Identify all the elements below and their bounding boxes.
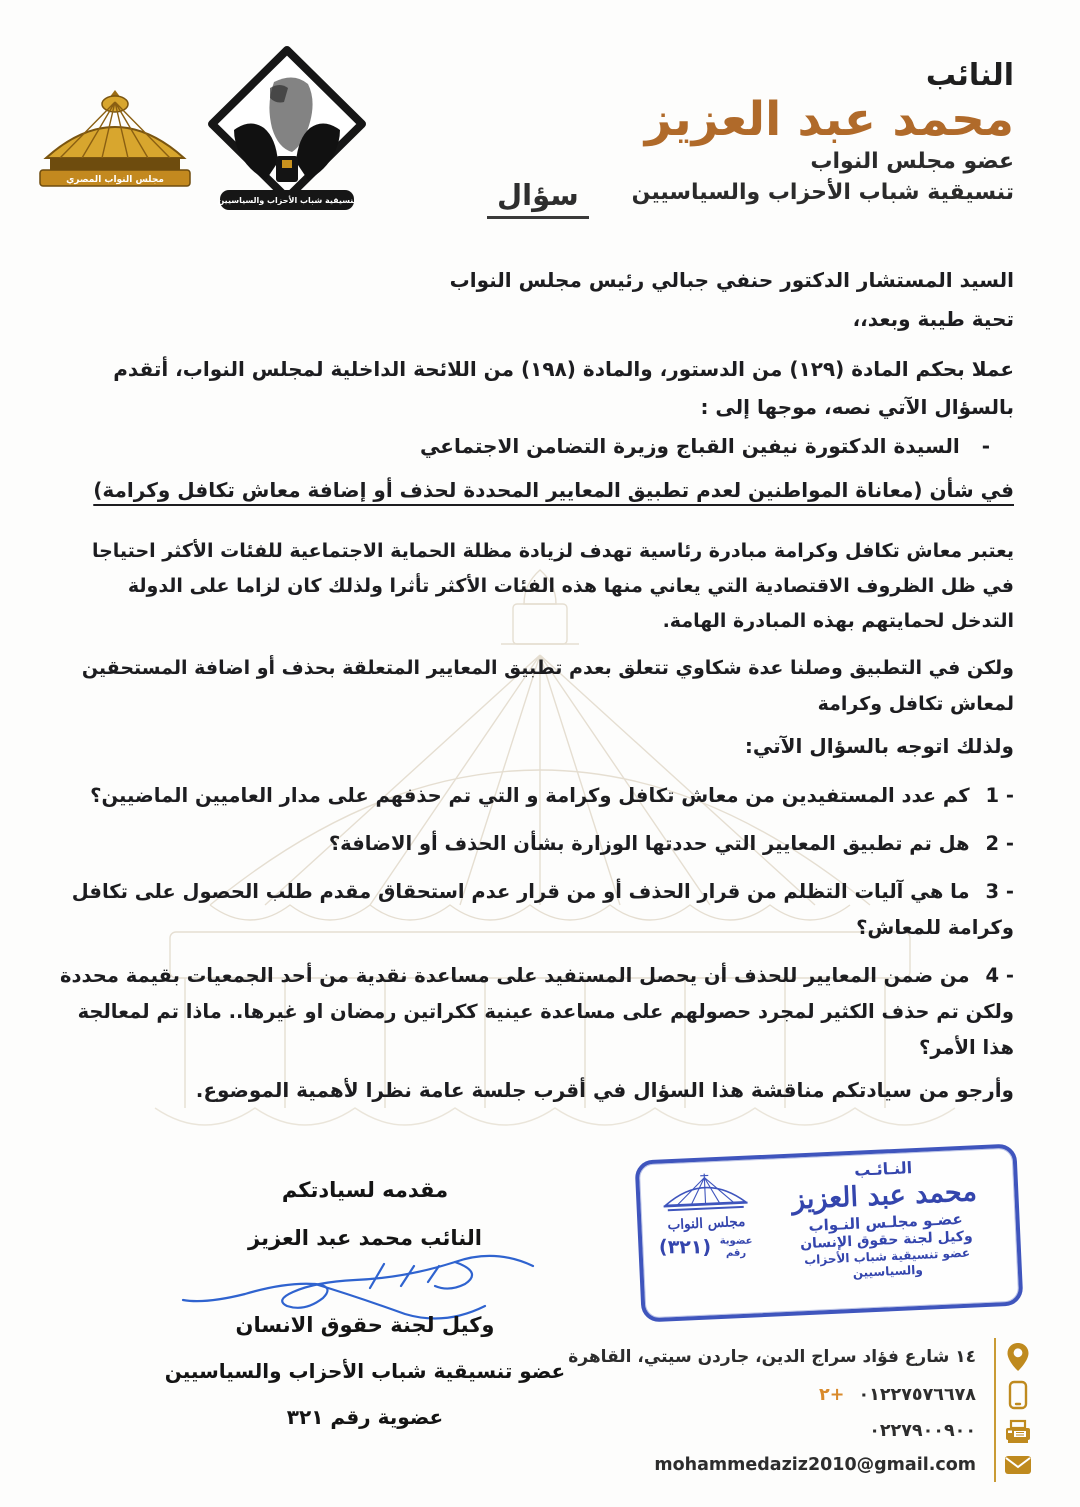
stamp-role3: عضو تنسيقية شباب الأحزاب والسياسيين <box>803 1245 971 1280</box>
coordination-logo-label: تنسيقية شباب الأحزاب والسياسيين <box>217 196 357 205</box>
mobile-icon-cell <box>994 1376 1040 1414</box>
question-2-number: 2 - <box>985 831 1014 855</box>
stamp-role1: عضـو مجلـس النـواب <box>808 1209 963 1235</box>
stamp-membership <box>648 1235 766 1259</box>
mp-role: عضو مجلس النواب <box>810 149 1014 175</box>
mp-organization: تنسيقية شباب الأحزاب والسياسيين <box>631 179 1014 205</box>
letterhead <box>632 58 1014 209</box>
contact-landline: ٠٢٢٧٩٠٠٩٠٠ <box>869 1421 976 1441</box>
mobile-phone-icon <box>1008 1380 1028 1410</box>
parliament-logo <box>36 88 194 192</box>
location-icon-cell <box>994 1338 1040 1376</box>
location-pin-icon <box>1006 1342 1030 1372</box>
stamp-title: النـائـب <box>853 1158 913 1180</box>
question-3-number: 3 - <box>985 879 1014 903</box>
question-1-text: كم عدد المستفيدين من معاش تكافل وكرامة و التي تم حذفهم على مدار العاميين الماضيين؟ <box>90 783 970 807</box>
mp-title: النائب <box>925 58 1014 93</box>
stamp-text-block <box>763 1154 1009 1307</box>
question-4 <box>60 958 1014 1066</box>
fax-icon-cell <box>994 1414 1040 1448</box>
bullet-dash: - <box>981 434 990 458</box>
signer-name-line: النائب محمد عبد العزيز <box>248 1226 482 1250</box>
question-3-text: ما هي آليات التظلم من قرار الحذف أو من قرار عدم استحقاق مقدم طلب الحصول على تكافل وكرامة للمعاش؟ <box>71 879 1014 939</box>
stamp-name: محمد عبد العزيز <box>791 1176 978 1216</box>
stamp-side-block <box>645 1165 769 1312</box>
stamp-membership-label: عضوية رقم <box>719 1235 753 1259</box>
contact-address: ١٤ شارع فؤاد سراج الدين، جاردن سيتي، القاهرة <box>568 1347 976 1367</box>
stamp-council-label: مجلس النواب <box>667 1213 746 1234</box>
mp-name: محمد عبد العزيز <box>644 92 1014 147</box>
complaints-paragraph: ولكن في التطبيق وصلنا عدة شكاوي تتعلق بعدم تطبيق المعايير المتعلقة بحذف أو اضافة المستحقين لمعاش تكافل وكرامة <box>81 657 1014 715</box>
membership-line: عضوية رقم ٣٢١ <box>286 1405 444 1429</box>
addressee-line <box>60 434 1014 458</box>
envelope-icon <box>1004 1455 1032 1475</box>
recipient-line: السيد المستشار الدكتور حنفي جبالي رئيس مجلس النواب <box>449 268 1014 292</box>
contact-email: mohammedaziz2010@gmail.com <box>654 1455 976 1475</box>
stamp-membership-number: (٣٢١) <box>658 1235 712 1259</box>
signer-role2-line: عضو تنسيقية شباب الأحزاب والسياسيين <box>164 1359 566 1383</box>
question-2 <box>60 826 1014 862</box>
question-1 <box>60 778 1014 814</box>
question-3 <box>60 874 1014 946</box>
question-1-number: 1 - <box>985 783 1014 807</box>
document-title: سؤال <box>487 178 589 219</box>
subject-line: في شأن (معاناة المواطنين لعدم تطبيق المعايير المحددة لحذف أو إضافة معاش تكافل وكرامة) <box>93 478 1014 502</box>
legal-basis-line: عملا بحكم المادة (١٢٩) من الدستور، والمادة (١٩٨) من اللائحة الداخلية لمجلس النواب، أتقدم بالسؤال الآتي نصه، موجها إلى : <box>113 357 1014 419</box>
signature-block <box>135 1178 595 1429</box>
addressee-text: السيدة الدكتورة نيفين القباج وزيرة التضامن الاجتماعي <box>420 434 960 458</box>
parliament-logo-label: مجلس النواب المصري <box>66 175 164 185</box>
presented-to-line: مقدمه لسيادتكم <box>281 1178 449 1202</box>
email-icon-cell <box>994 1448 1040 1482</box>
stamp-role2: وكيل لجنة حقوق الإنسان <box>799 1227 973 1252</box>
coordination-logo <box>204 44 370 212</box>
fax-machine-icon <box>1004 1418 1032 1444</box>
stamp-dome-icon <box>656 1169 754 1215</box>
mp-ink-stamp <box>635 1143 1024 1322</box>
mobile-number: ٠١٢٢٧٥٧٦٦٧٨ <box>858 1385 976 1405</box>
contact-mobile <box>560 1378 984 1412</box>
questions-lead-in: ولذلك اتوجه بالسؤال الآتي: <box>744 733 1014 758</box>
letter-body <box>60 268 1014 1102</box>
closing-line: وأرجو من سيادتكم مناقشة هذا السؤال في أقرب جلسة عامة نظرا لأهمية الموضوع. <box>195 1078 1014 1103</box>
question-4-number: 4 - <box>985 963 1014 987</box>
greeting-line: تحية طيبة وبعد،، <box>852 307 1014 331</box>
contact-footer <box>560 1338 1040 1482</box>
intro-paragraph: يعتبر معاش تكافل وكرامة مبادرة رئاسية تهدف لزيادة مظلة الحماية الاجتماعية للفئات الأكثر احتياجا في ظل الظروف الاقتصادية التي يعاني منها هذه الفئات الأكثر تأثرا ولذلك كان لزاما على الدولة التدخل لحمايتهم بهذه المبادرة الهامة. <box>91 540 1014 633</box>
signer-role1-line: وكيل لجنة حقوق الانسان <box>235 1313 495 1337</box>
mobile-country-prefix: +٢ <box>819 1385 845 1405</box>
question-2-text: هل تم تطبيق المعايير التي حددتها الوزارة بشأن الحذف أو الاضافة؟ <box>328 831 970 855</box>
question-4-text: من ضمن المعايير للحذف أن يحصل المستفيد على مساعدة نقدية من أحد الجمعيات بقيمة محددة ولكن تم حذف الكثير لمجرد حصولهم على مساعدة عينية ككراتين رمضان او غيرها.. ماذا تم لمعالجة هذا الأمر؟ <box>60 963 1014 1060</box>
